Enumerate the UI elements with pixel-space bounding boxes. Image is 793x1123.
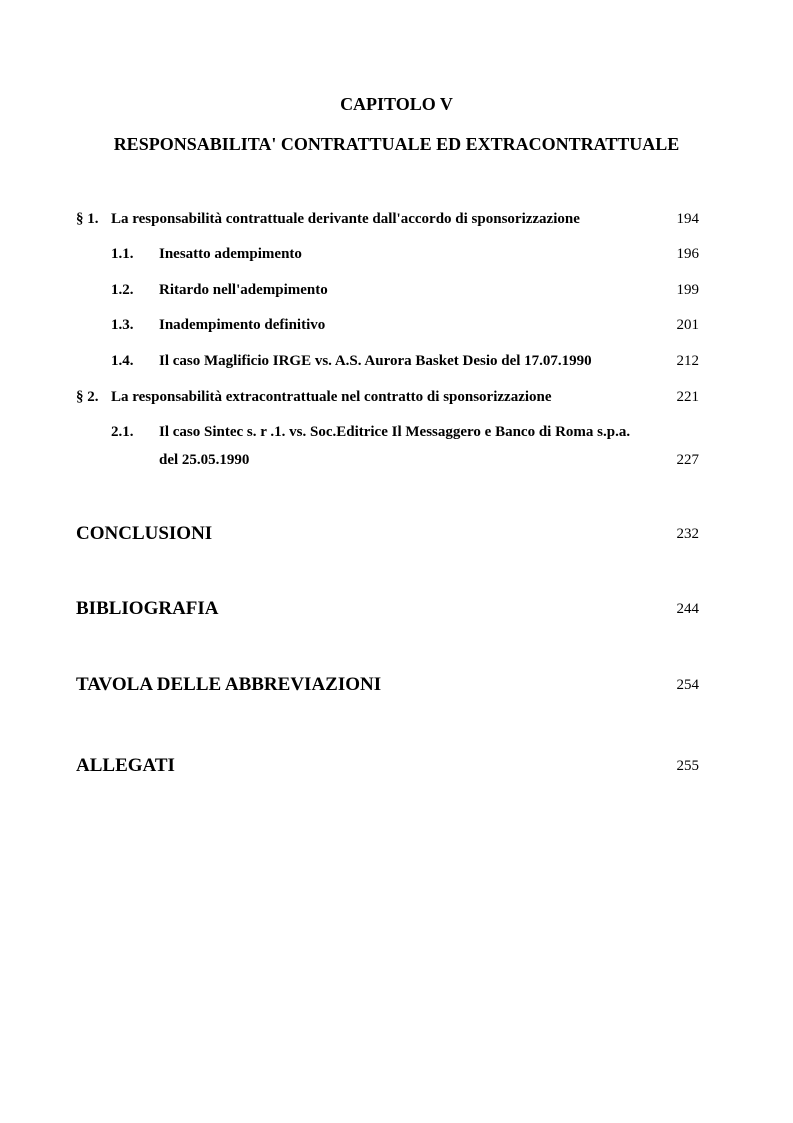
toc-entry-page: 196: [676, 246, 699, 262]
toc-entry-page: 201: [676, 317, 699, 333]
toc-major-page: 232: [676, 526, 699, 542]
toc-major-page: 254: [676, 677, 699, 693]
toc-major-bibliografia: [0, 598, 793, 626]
toc-entry-section-2: [0, 389, 793, 413]
toc-entry-page: 227: [676, 452, 699, 468]
toc-entry-number: 1.1.: [111, 246, 134, 262]
toc-entry-number: 1.3.: [111, 317, 134, 333]
toc-major-conclusioni: [0, 523, 793, 551]
toc-entry-page: 221: [676, 389, 699, 405]
chapter-title: RESPONSABILITA' CONTRATTUALE ED EXTRACONTRATTUALE: [113, 134, 680, 154]
toc-entry-title: Ritardo nell'adempimento: [159, 282, 328, 298]
toc-entry-number: § 1.: [76, 211, 99, 227]
toc-entry-number: 2.1.: [111, 424, 134, 440]
toc-entry-1-1: [0, 246, 793, 270]
toc-entry-title: Inesatto adempimento: [159, 246, 302, 262]
toc-entry-title: Il caso Maglificio IRGE vs. A.S. Aurora Basket Desio del 17.07.1990: [159, 353, 592, 369]
toc-entry-2-1: [0, 424, 793, 448]
toc-entry-title-continuation: del 25.05.1990: [159, 452, 250, 468]
toc-entry-page: 212: [676, 353, 699, 369]
toc-major-abbreviazioni: [0, 674, 793, 702]
toc-entry-1-3: [0, 317, 793, 341]
toc-entry-title: La responsabilità extracontrattuale nel contratto di sponsorizzazione: [111, 389, 552, 405]
toc-entry-section-1: [0, 211, 793, 235]
toc-entry-number: § 2.: [76, 389, 99, 405]
toc-entry-1-2: [0, 282, 793, 306]
toc-entry-1-4: [0, 353, 793, 377]
toc-entry-number: 1.4.: [111, 353, 134, 369]
toc-major-title: BIBLIOGRAFIA: [76, 598, 219, 619]
toc-entry-title: Il caso Sintec s. r .1. vs. Soc.Editrice Il Messaggero e Banco di Roma s.p.a.: [159, 424, 631, 440]
toc-entry-title: Inadempimento definitivo: [159, 317, 326, 333]
toc-major-title: TAVOLA DELLE ABBREVIAZIONI: [76, 674, 382, 695]
toc-major-allegati: [0, 755, 793, 783]
toc-entry-number: 1.2.: [111, 282, 134, 298]
toc-major-page: 255: [676, 758, 699, 774]
toc-entry-page: 199: [676, 282, 699, 298]
toc-major-title: ALLEGATI: [76, 755, 175, 776]
toc-entry-2-1-continuation: [0, 452, 793, 476]
toc-entry-title: La responsabilità contrattuale derivante dall'accordo di sponsorizzazione: [111, 211, 580, 227]
toc-major-title: CONCLUSIONI: [76, 523, 213, 544]
toc-entry-page: 194: [676, 211, 699, 227]
toc-major-page: 244: [676, 601, 699, 617]
chapter-heading: CAPITOLO V: [340, 94, 453, 114]
